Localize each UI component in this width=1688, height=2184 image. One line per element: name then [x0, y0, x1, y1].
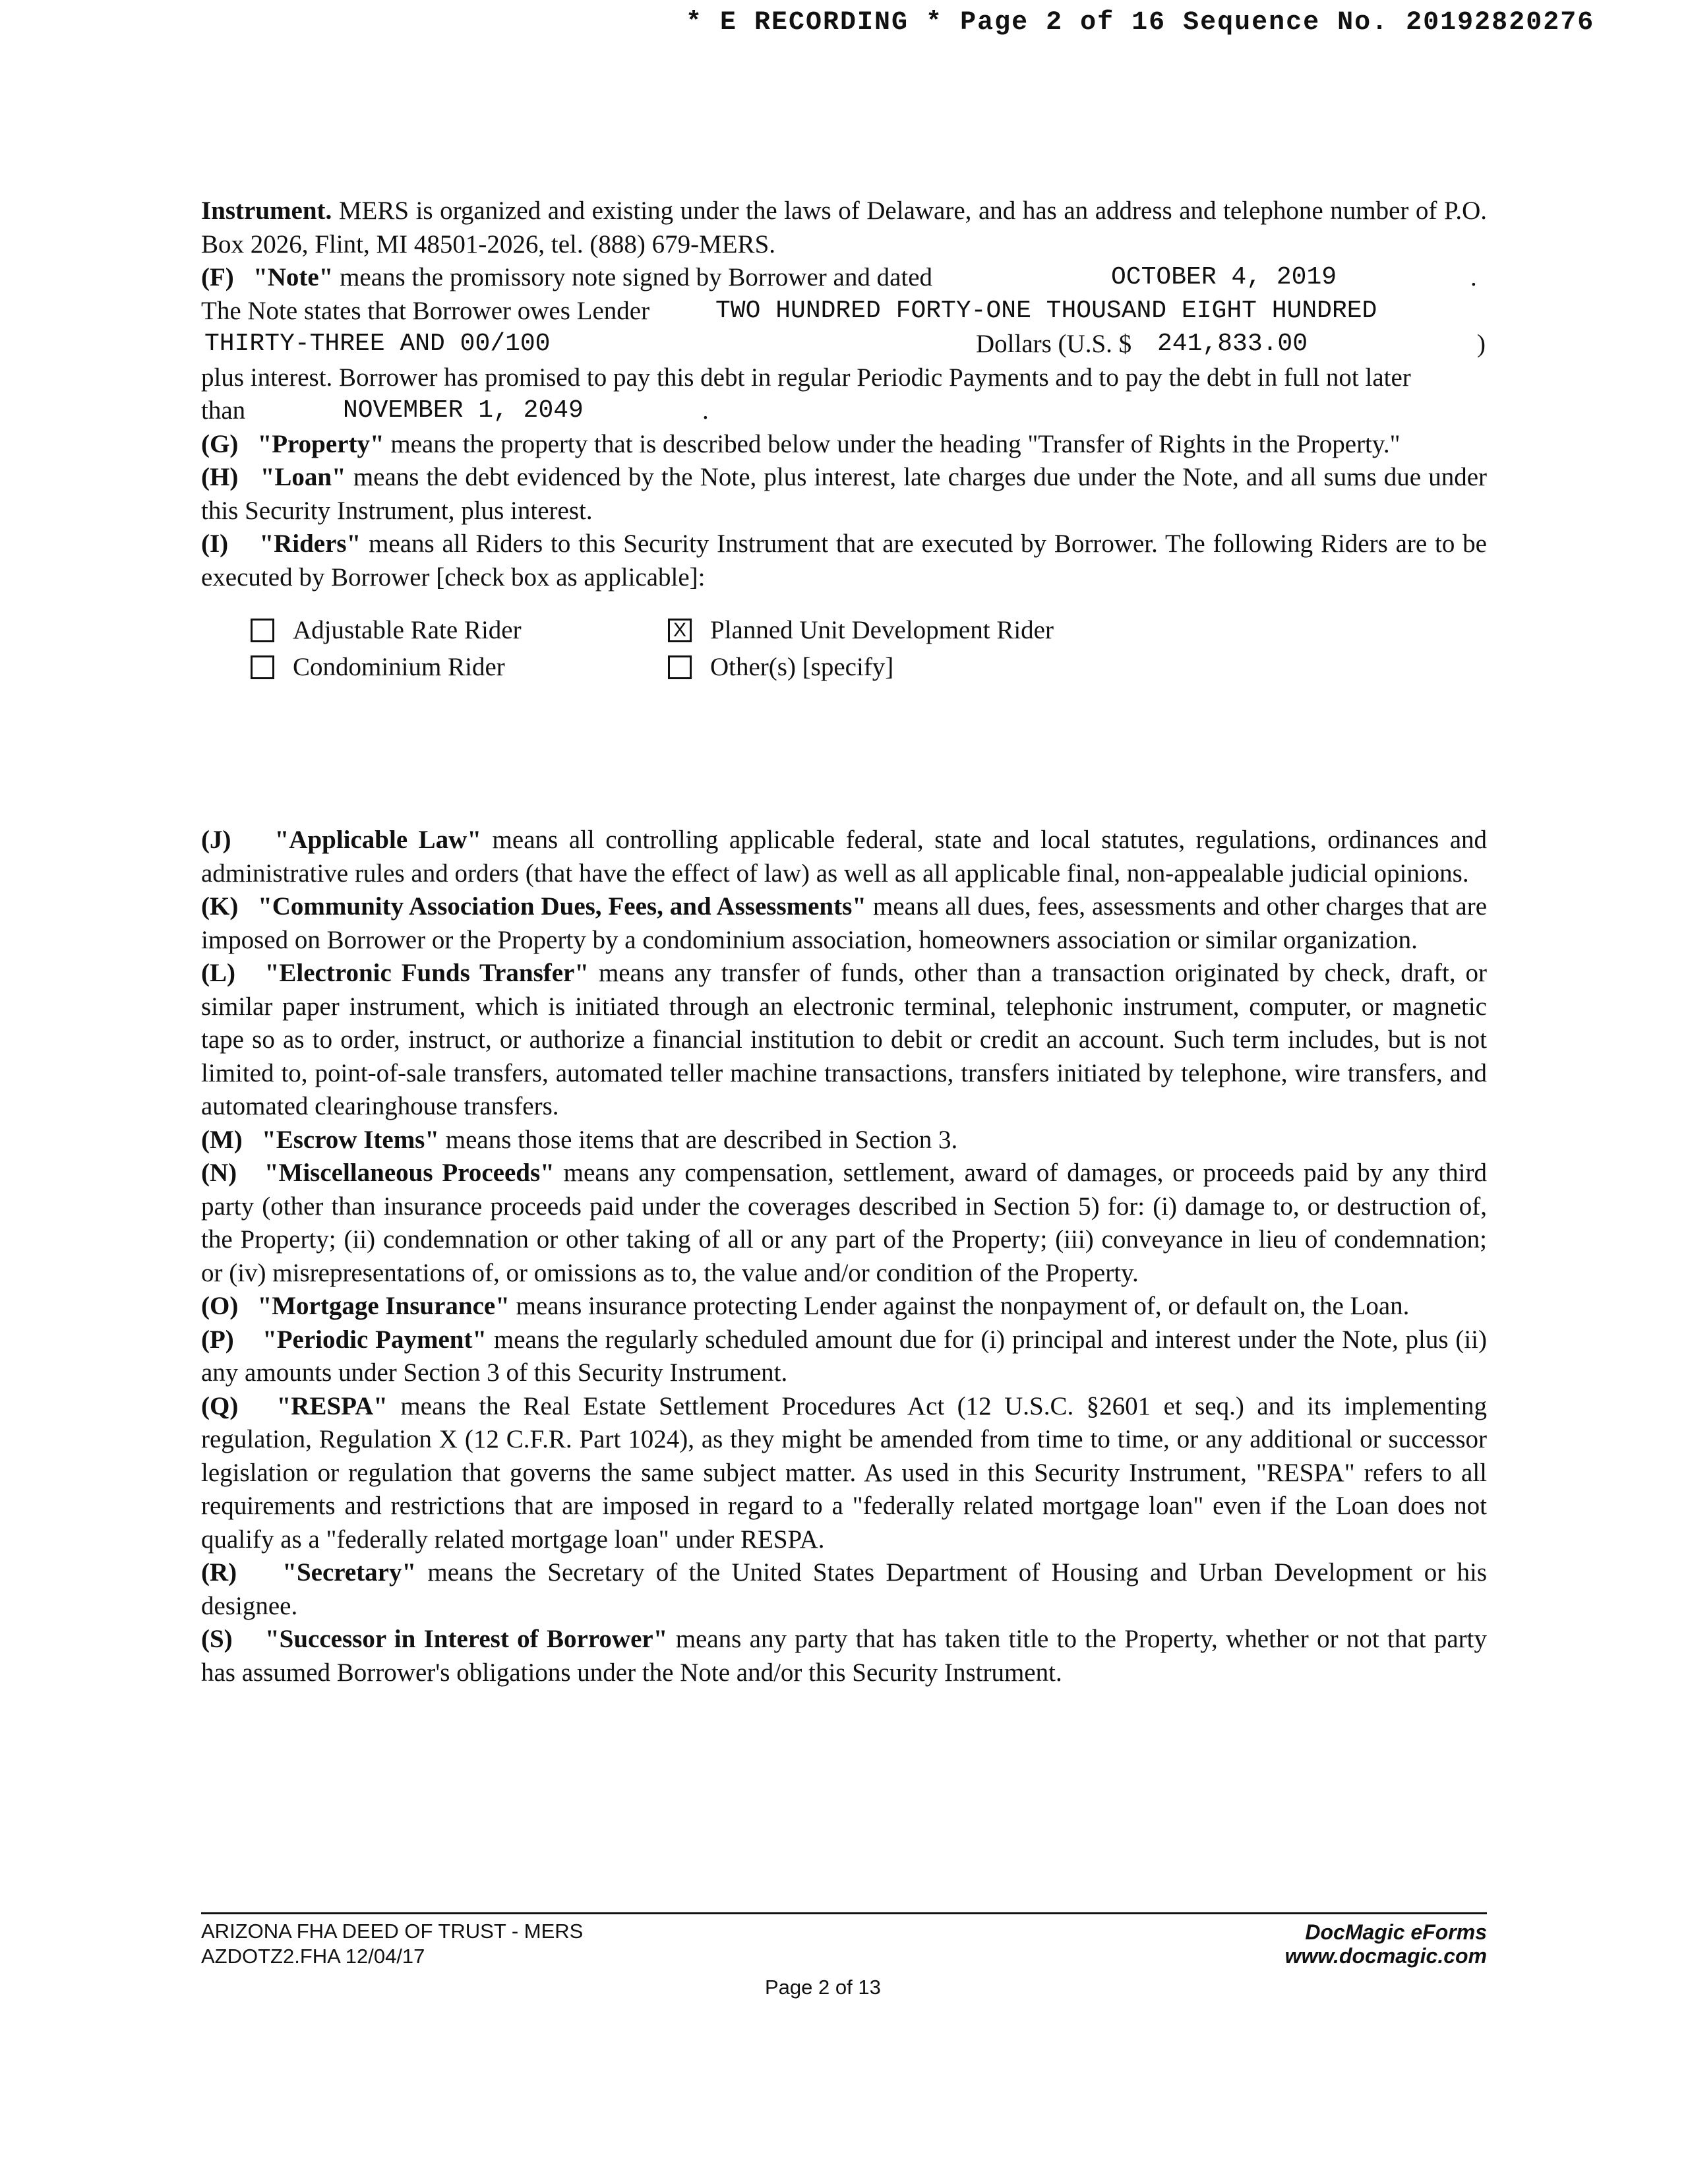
note-amount-words-1: TWO HUNDRED FORTY-ONE THOUSAND EIGHT HUNDRED: [715, 296, 1377, 325]
definition-text: means any party that has taken title to the Property, whether or not that party has assumed Borrower's obligations under the Note and/or this Security Instrument.: [201, 1625, 1487, 1687]
note-than: than: [201, 396, 246, 425]
definition-text: means the property that is described below under the heading "Transfer of Rights in the Property.": [384, 429, 1401, 458]
definition-text: means the Real Estate Settlement Procedures Act (12 U.S.C. §2601 et seq.) and its implementing regulation, Regulation X (12 C.F.R. Part 1024), as they might be amended from time to time, or any additional or successor legislation or regulation that governs the same subject matter. As used in this Security Instrument, "RESPA" refers to all requirements and restrictions that are imposed in regard to a "federally related mortgage loan" even if the Loan does not qualify as a "federally related mortgage loan" under RESPA.: [201, 1391, 1488, 1554]
definition-label: (R): [201, 1558, 237, 1587]
definition-label: (P): [201, 1325, 234, 1354]
form-code: AZDOTZ2.FHA 12/04/17: [201, 1945, 425, 1968]
definition-text: means the regularly scheduled amount due for (i) principal and interest under the Note, plus (ii) any amounts under Section 3 of this Security Instrument.: [201, 1325, 1487, 1387]
definition-term: "Successor in Interest of Borrower": [265, 1625, 668, 1653]
definition-label: (O): [201, 1292, 239, 1320]
definition-text: means insurance protecting Lender against the nonpayment of, or default on, the Loan.: [509, 1292, 1410, 1320]
rider-label: Other(s) [specify]: [710, 652, 894, 681]
intro-term: Instrument.: [201, 197, 332, 225]
definition-electronic-funds-transfer: [201, 957, 1487, 1124]
definition-text: means any transfer of funds, other than a transaction originated by check, draft, or similar paper instrument, which is initiated through an electronic terminal, telephonic instrument, computer, or magnetic tape so as to order, instruct, or authorize a financial institution to debit or credit an account. Such term includes, but is not limited to, point-of-sale transfers, automated teller machine transactions, transfers initiated by telephone, wire transfers, and automated clearinghouse transfers.: [201, 959, 1488, 1120]
definition-term: "Escrow Items": [262, 1125, 440, 1154]
checkbox-condominium-rider[interactable]: [251, 655, 274, 679]
definition-text: means any compensation, settlement, award of damages, or proceeds paid by any third party (other than insurance proceeds paid under the coverages described in Section 5) for: (i) damage to, or destruction of, the Property; (ii) condemnation or other taking of all or any part of the Property; (iii) conveyance in lieu of condemnation; or (iv) misrepresentations of, or omissions as to, the value and/or condition of the Property.: [201, 1159, 1488, 1287]
definition-term: "Miscellaneous Proceeds": [264, 1159, 555, 1187]
definition-secretary: [201, 1556, 1487, 1623]
definition-loan: [201, 461, 1487, 528]
definition-text: means all controlling applicable federal, state and local statutes, regulations, ordinances and administrative rules and orders (that have the effect of law) as well as all applicable final, non-appealable judicial opinions.: [201, 826, 1488, 888]
definition-periodic-payment: [201, 1323, 1487, 1390]
recording-header: * E RECORDING * Page 2 of 16 Sequence No. 20192820276: [686, 8, 1595, 38]
note-line-5: [201, 394, 1487, 428]
note-date-period: .: [1470, 263, 1477, 291]
riders-checklist: [201, 614, 1487, 824]
definition-label: (G): [201, 429, 239, 458]
definition-label: (S): [201, 1625, 233, 1653]
definition-term: "Secretary": [282, 1558, 417, 1587]
page-footer: [201, 1912, 1487, 1999]
definition-miscellaneous-proceeds: [201, 1157, 1487, 1290]
definition-property: [201, 428, 1487, 462]
definition-text: means all Riders to this Security Instrument that are executed by Borrower. The following Riders are to be executed by Borrower [check box as applicable]:: [201, 530, 1487, 592]
definition-term: "Property": [257, 429, 384, 458]
definition-term: "Riders": [259, 530, 361, 558]
note-amount: 241,833.00: [1157, 330, 1308, 358]
rider-other: [668, 651, 893, 684]
definition-text: means the debt evidenced by the Note, plus interest, late charges due under the Note, and all sums due under this Security Instrument, plus interest.: [201, 463, 1488, 525]
definition-term: "Periodic Payment": [262, 1325, 487, 1354]
definition-successor-in-interest: [201, 1623, 1487, 1689]
definition-term: "Applicable Law": [274, 826, 482, 854]
footer-form-info: [201, 1919, 583, 1969]
note-line-4: [201, 361, 1487, 395]
rider-planned-unit-development: [668, 614, 1054, 647]
definition-community-association-dues: [201, 890, 1487, 957]
note-amount-close: ): [1477, 330, 1486, 358]
note-line-1: [201, 261, 1487, 295]
note-amount-words-2: THIRTY-THREE AND 00/100: [204, 330, 551, 358]
definition-label: (Q): [201, 1391, 239, 1420]
rider-condominium: [251, 651, 505, 684]
rider-adjustable-rate: [251, 614, 522, 647]
note-term: "Note": [253, 263, 334, 291]
note-maturity-date: NOVEMBER 1, 2049: [343, 396, 584, 425]
rider-label: Condominium Rider: [293, 652, 505, 681]
note-line-2: [201, 295, 1487, 328]
checkbox-other-rider[interactable]: [668, 655, 692, 679]
definition-mortgage-insurance: [201, 1290, 1487, 1323]
definition-label: (K): [201, 892, 239, 921]
definition-term: "Community Association Dues, Fees, and Assessments": [258, 892, 866, 921]
intro-paragraph: [201, 195, 1487, 261]
definition-text: means the Secretary of the United States Department of Housing and Urban Development or his designee.: [201, 1558, 1487, 1620]
definition-label: (L): [201, 959, 235, 987]
rider-label: Adjustable Rate Rider: [293, 615, 522, 644]
definition-term: "Loan": [260, 463, 346, 491]
footer-divider: [201, 1912, 1487, 1914]
definition-term: "RESPA": [276, 1391, 388, 1420]
note-label: (F): [201, 263, 234, 291]
rider-label: Planned Unit Development Rider: [710, 615, 1054, 644]
docmagic-logo: DocMagic eForms: [1305, 1920, 1487, 1944]
definition-respa: [201, 1390, 1487, 1557]
note-date: OCTOBER 4, 2019: [1111, 263, 1337, 291]
definition-term: "Mortgage Insurance": [257, 1292, 510, 1320]
note-text-1: means the promissory note signed by Borrower and dated: [333, 263, 933, 291]
definition-label: (I): [201, 530, 229, 558]
definition-applicable-law: [201, 824, 1487, 890]
definition-label: (H): [201, 463, 239, 491]
definition-label: (M): [201, 1125, 243, 1154]
checkbox-adjustable-rate-rider[interactable]: [251, 619, 274, 642]
definition-label: (N): [201, 1159, 237, 1187]
note-line-3: [201, 328, 1487, 361]
definition-label: (J): [201, 826, 231, 854]
note-text-2: The Note states that Borrower owes Lender: [201, 296, 650, 325]
page-number: Page 2 of 13: [765, 1976, 881, 1999]
definition-text: means those items that are described in Section 3.: [439, 1125, 958, 1154]
document-body: [201, 195, 1487, 1689]
definition-escrow-items: [201, 1124, 1487, 1157]
docmagic-website: www.docmagic.com: [1284, 1944, 1487, 1968]
definition-term: "Electronic Funds Transfer": [264, 959, 589, 987]
note-maturity-period: .: [702, 396, 709, 425]
definition-riders: [201, 528, 1487, 594]
intro-text: MERS is organized and existing under the laws of Delaware, and has an address and telephone number of P.O. Box 2026, Flint, MI 48501-2026, tel. (888) 679-MERS.: [201, 197, 1487, 258]
note-text-3: plus interest. Borrower has promised to pay this debt in regular Periodic Payments and to pay the debt in full not later: [201, 363, 1411, 392]
definition-text: means all dues, fees, assessments and other charges that are imposed on Borrower or the Property by a condominium association, homeowners association or similar organization.: [201, 892, 1488, 954]
note-dollars-text: Dollars (U.S. $: [976, 330, 1132, 358]
footer-brand: [1285, 1920, 1487, 1968]
checkbox-planned-unit-development-rider[interactable]: X: [668, 619, 692, 642]
form-title: ARIZONA FHA DEED OF TRUST - MERS: [201, 1920, 584, 1943]
